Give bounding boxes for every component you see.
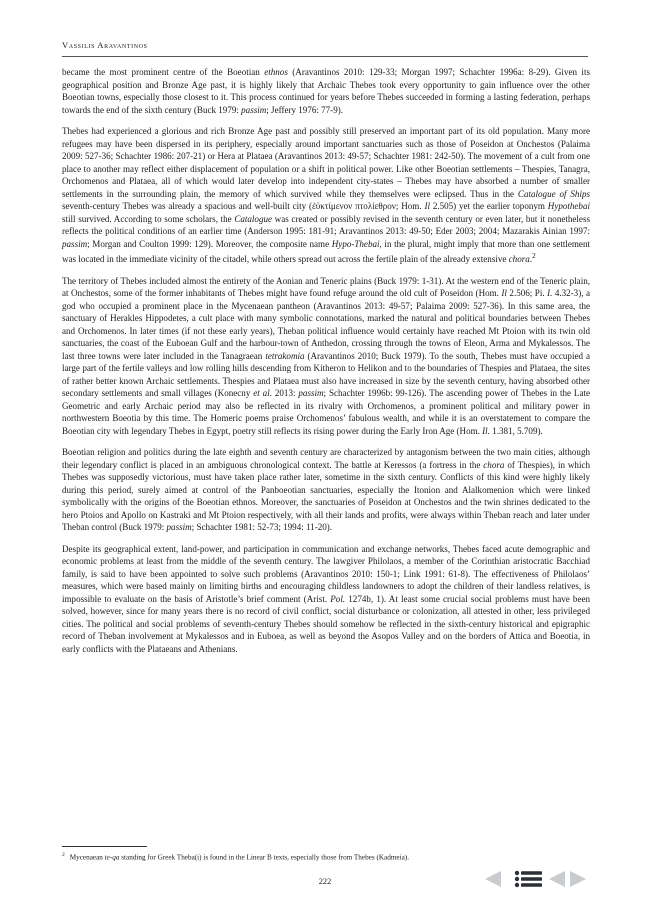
italic-term: passim [62,238,88,249]
italic-term: passim [298,388,324,399]
text-run: was created or possibly revised in the seventh century or even later, but it nonetheless reflects the political conditions of an earlier time (Anderson 1995: 181-91; Aravantinos 2013: 49-50; Eder 2003; 2004; Mazarakis Ainian 1997: [62,213,590,236]
italic-term: Il. [482,425,490,436]
italic-term: Hypothebai [547,201,590,211]
italic-term: ethnos [264,67,288,77]
footnote [62,851,590,862]
text-run: 2.505) yet the earlier toponym [429,201,548,211]
text-run: still survived. According to some scholars, the [62,213,235,224]
text-run: ; Schachter 1996b: 99-126). The ascending power of Thebes in the Late Geometric and early Archaic period may also be reflected in its rivalry with Orchomenos, a prominent political and military power in northwestern Boeotia by this time. The Homeric poems praise Orchomenos’ fabulous wealth, and while it is an overstatement to compare the Boeotian city with legendary Thebes in Egypt, poetry still reflects its rising power during the Early Iron Age (Hom. [62,388,591,436]
text-run: of Thespies), in which Thebes was supposedly victorious, must have taken place rather later, sometime in the sixth century. Conflicts of this kind were highly likely during this period, surely aimed at control of the Panboeotian sanctuaries, especially the Itonion and Alalkomenion which were linked symbolically with the origins of the Boeotian ethnos. Moreover, the sanctuaries of Poseidon at Onchestos and the twin shrines dedicated to the hero Ptoios and Apollo on Kastraki and Mt Ptoion respectively, with all their lands and profits, were always within Theban reach and later under Theban control (Buck 1979: [62,459,591,533]
running-header-author: Vassilis Aravantinos [62,40,148,50]
italic-term: Il [501,288,507,299]
text-run: seventh-century Thebes was already a spacious and well-built city (ἐϋκτίμενον πτολίεθρον; Hom. [62,201,425,211]
triangle-left-icon [547,870,567,888]
paragraph [62,66,590,116]
italic-term: Catalogue of Ships [517,188,590,199]
italic-term: Catalogue [234,213,273,224]
text-run: ; Schachter 1981: 52-73; 1994: 11-20). [191,522,333,533]
menu-button[interactable] [514,868,544,890]
text-run: ; Morgan and Coulton 1999: 129). Moreover, the composite name [87,238,332,249]
footnote-rule [62,846,147,847]
text-run: 4.32-3), a god who occupied a prominent place in the Mycenaean pantheon (Aravantinos 2013: 49-57; Palaima 2009: 527-36). In this same area, the sanctuary of Herakles Hippodetes, a cult place with many symbolic connotations, marked the natural and political boundaries between Thebes and Orchomenos. In later times (if not these early years), Theban political influence would certainly have reached Mt Ptoion with its twin old sanctuaries, the coast of the Euboean Gulf and the harbour-town of Anthedon, crossing through the towns of Eleon, Arma and Mykalessos. The last three towns were later included in the Tanagraean [62,288,590,361]
text-run: (Aravantinos 2010: 129-33; Morgan 1997; Schachter 1996a: 8-29). Given its geographical position and Bronze Age past, it is highly likely that Archaic Thebes took every opportunity to gain influence over the other Boeotian towns, especially those closest to it. This process continued for years before Thebes succeeded in forming a lasting federation, perhaps towards the end of the sixth century (Buck 1979: [62,67,590,115]
italic-term: Hypo-Thebai [331,238,380,249]
footnote-marker: 2 [532,251,536,260]
text-run: 2.506; Pi. [506,288,548,299]
italic-term: I. [547,288,553,299]
body-text [62,66,590,664]
italic-term: passim [166,522,192,533]
italic-term: passim [241,104,267,115]
header-rule [62,56,588,57]
text-run: Mycenaean [69,853,105,862]
paragraph [62,275,590,438]
paragraph [62,446,590,534]
page-number: 222 [318,877,332,886]
text-run: 1.381, 5.709). [489,425,543,436]
italic-term: chora [508,254,530,265]
text-run: became the most prominent centre of the Boeotian [62,67,265,77]
italic-term: et al. [253,388,272,399]
text-run: 1274b, 1). At least some crucial social problems must have been solved, however, since for many years there is no record of civil conflict, social disturbance or colonization, all attested in other, less privileged cities. The political and social problems of seventh-century Thebes should somehow be reflected in the sixth-century historical and epigraphic record of Theban involvement at Mykalessos and in Euboea, as well as beyond the Asopos Valley and on the borders of Attica and Boeotia, in early conflicts with the Plataeans and Athenians. [62,593,590,654]
text-run: Despite its geographical extent, land-power, and participation in communication and exchange networks, Thebes faced acute demographic and economic problems at least from the middle of the seventh century. The lawgiver Philolaos, a member of the Corinthian aristocratic Bacchiad family, is said to have been appointed to solve such problems (Aravantinos 2010: 150-1; Link 1991: 61-8). The effectiveness of Philolaos’ measures, which were based mainly on limiting births and encouraging childless landowners to adopt the children of their landless relatives, is impossible to evaluate on the basis of Aristotle’s brief comment (Arist. [62,543,590,604]
text-run: ; Jeffery 1976: 77-9). [266,104,343,115]
italic-term: Il [424,201,430,211]
italic-term: te-qa [104,853,120,862]
text-run: . [529,254,533,265]
triangle-left-icon [483,870,503,888]
text-run: (Aravantinos 2010; Buck 1979). To the south, Thebes must have occupied a large part of the fertile valleys and low rolling hills descending from Kitheron to Helikon and to the boundaries of Thespies and Plataea, the sites of rather better known Archaic settlements. Thespies and Plataea must also have increased in size by the seventh century, having absorbed other secondary settlements and small villages (Konecny [62,350,590,399]
paragraph [62,543,590,656]
text-run: standing for Greek Theba(i) is found in the Linear B texts, especially those from Thebes (Kadmeia). [119,853,409,862]
text-run: The territory of Thebes included almost the entirety of the Aonian and Teneric plains (Buck 1979: 1-31). At the western end of the Teneric plain, at Onchestos, some of the former inhabitants of Thebes might have found refuge around the old cult of Poseidon (Hom. [62,275,590,299]
text-run: Boeotian religion and politics during the late eighth and seventh century are characterized by antagonism between the two main cities, although their legendary conflict is placed in an ambiguous chronological context. The battle at Keressos (a fortress in the [62,447,590,470]
footnote-marker: 2 [62,852,65,858]
text-run: , in the plural, might imply that more than one settlement was located in the immediate vicinity of the citadel, while others spread out across the fertile plain of the already extensive [62,238,590,265]
next-page-button[interactable] [566,868,590,890]
list-menu-icon [514,870,544,888]
italic-term: Pol. [330,593,346,604]
previous-page-button[interactable] [481,868,505,890]
italic-term: chora [483,459,505,470]
back-arrow-button[interactable] [546,868,568,890]
paragraph [62,125,590,266]
triangle-right-icon [568,870,588,888]
text-run: 2013: [271,388,299,399]
text-run: Thebes had experienced a glorious and rich Bronze Age past and possibly still preserved an important part of its old population. Many more refugees may have been dispersed in its periphery, especially around important sanctuaries such as those of Poseidon at Onchestos (Palaima 2009: 527-36; Schachter 1986: 207-21) or Hera at Plataea (Aravantinos 2013: 49-57; Schachter 1981: 242-50). The movement of a cult from one place to another may reflect either displacement of population or a shift in political power. Like other Boeotian settlements – Thespies, Tanagra, Orchomenos and Plataea, all of which would later develop into independent city-states – Thebes may have absorbed a number of smaller settlements in the surrounding plain, the memory of which survived while they themselves were eclipsed. Thus in the [62,126,590,199]
italic-term: tetrakomia [265,350,305,361]
